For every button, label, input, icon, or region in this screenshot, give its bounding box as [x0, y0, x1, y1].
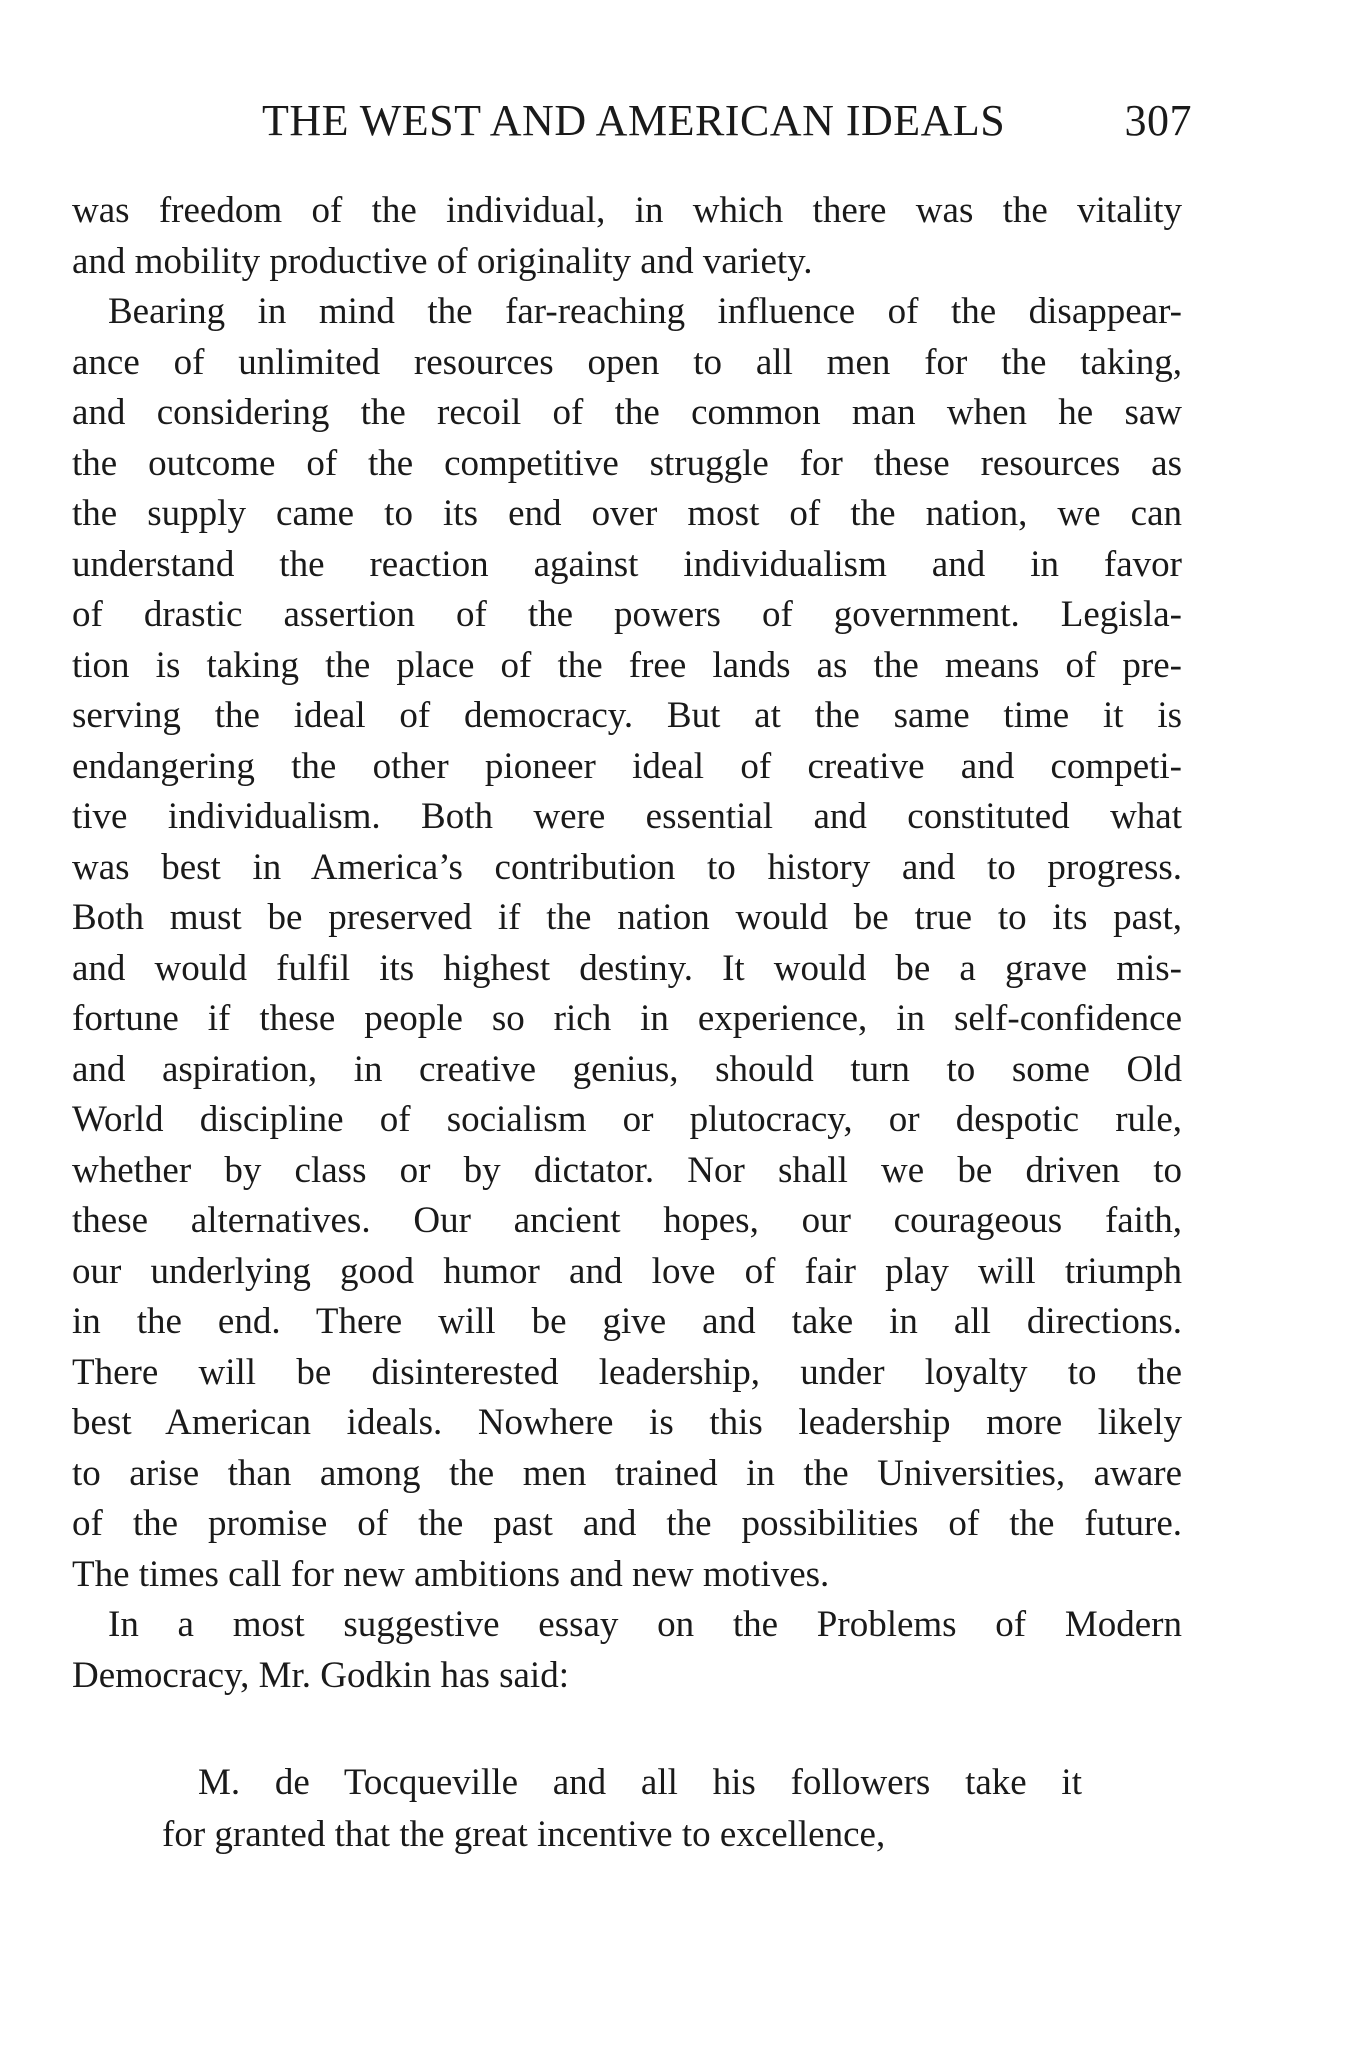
text-line: was best in America’s contribution to history and to progress. — [72, 846, 1182, 888]
running-head — [262, 95, 1192, 155]
text-line: serving the ideal of democracy. But at the same time it is — [72, 695, 1182, 736]
page-number: 307 — [1124, 96, 1192, 145]
text-line: these alternatives. Our ancient hopes, our courageous faith, — [72, 1200, 1182, 1241]
text-line: Bearing in mind the far-reaching influence of the disappear- — [108, 291, 1182, 332]
text-line: of drastic assertion of the powers of government. Legisla- — [72, 594, 1182, 635]
text-line: in the end. There will be give and take in all directions. — [72, 1301, 1182, 1342]
text-line: In a most suggestive essay on the Problems of Modern — [108, 1604, 1182, 1645]
text-line: understand the reaction against individualism and in favor — [72, 543, 1182, 585]
text-line: The times call for new ambitions and new motives. — [72, 1553, 830, 1595]
text-line: tion is taking the place of the free lands as the means of pre- — [72, 644, 1182, 686]
quote-line: M. de Tocqueville and all his followers take it — [198, 1762, 1082, 1803]
text-line: Both must be preserved if the nation would be true to its past, — [72, 897, 1182, 938]
chapter-title: THE WEST AND AMERICAN IDEALS — [262, 96, 1006, 145]
text-line: best American ideals. Nowhere is this leadership more likely — [72, 1402, 1182, 1443]
body-text — [72, 186, 1182, 1701]
block-quote — [162, 1757, 1082, 1861]
text-line: There will be disinterested leadership, under loyalty to the — [72, 1351, 1182, 1393]
text-line: and mobility productive of originality and variety. — [72, 240, 813, 282]
text-line: World discipline of socialism or plutocracy, or despotic rule, — [72, 1099, 1182, 1140]
text-line: was freedom of the individual, in which there was the vitality — [72, 190, 1182, 231]
text-line: and aspiration, in creative genius, should turn to some Old — [72, 1048, 1182, 1090]
quote-line: for granted that the great incentive to excellence, — [162, 1814, 886, 1855]
text-line: our underlying good humor and love of fair play will triumph — [72, 1250, 1182, 1292]
text-line: of the promise of the past and the possibilities of the future. — [72, 1503, 1182, 1544]
text-line: and considering the recoil of the common man when he saw — [72, 392, 1182, 433]
text-line: Democracy, Mr. Godkin has said: — [72, 1654, 569, 1696]
text-line: fortune if these people so rich in experience, in self-confidence — [72, 998, 1182, 1039]
text-line: ance of unlimited resources open to all men for the taking, — [72, 341, 1182, 383]
text-line: the outcome of the competitive struggle for these resources as — [72, 442, 1182, 484]
text-line: the supply came to its end over most of the nation, we can — [72, 493, 1182, 534]
text-line: to arise than among the men trained in the Universities, aware — [72, 1452, 1182, 1494]
text-line: whether by class or by dictator. Nor shall we be driven to — [72, 1149, 1182, 1191]
text-line: endangering the other pioneer ideal of creative and competi- — [72, 745, 1182, 787]
text-line: and would fulfil its highest destiny. It would be a grave mis- — [72, 947, 1182, 989]
text-line: tive individualism. Both were essential and constituted what — [72, 796, 1182, 837]
